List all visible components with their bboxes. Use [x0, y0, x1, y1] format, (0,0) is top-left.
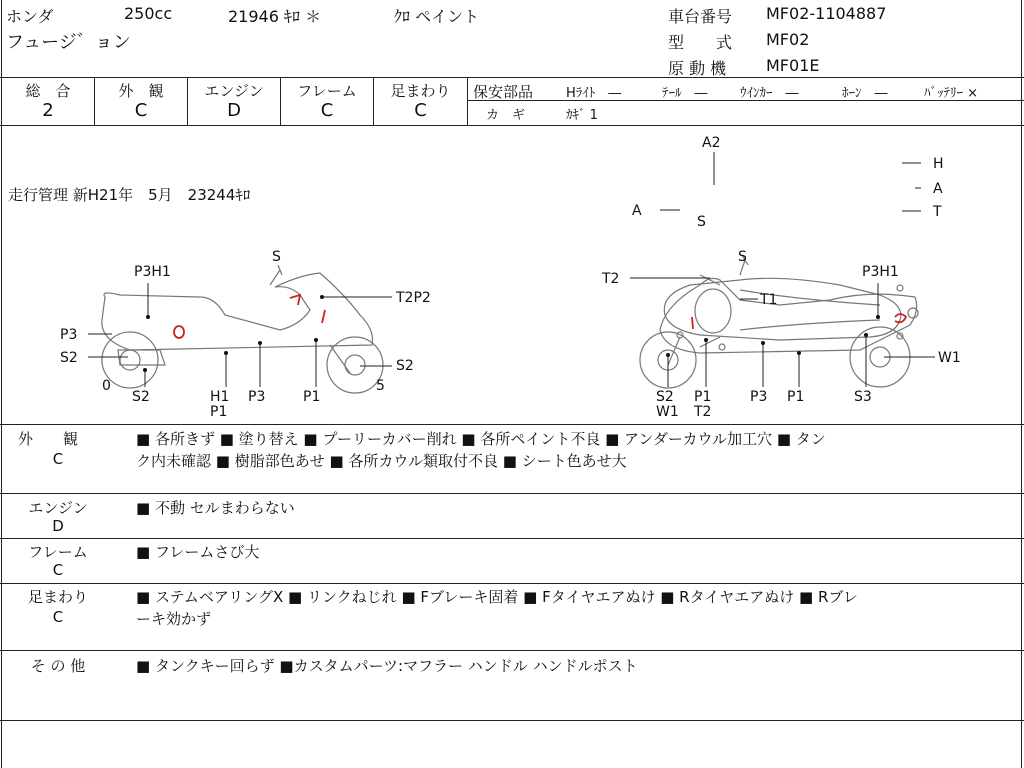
label-top-A: A — [933, 181, 943, 197]
damage-mark-left-1 — [174, 326, 184, 338]
section-suspension-line-1: ■ ステムベアリングX ■ リンクねじれ ■ Fブレーキ固着 ■ Fタイヤエアぬけ ■ Rタイヤエアぬけ ■ Rブレ — [136, 588, 858, 606]
rule-engine-bottom — [0, 538, 1024, 539]
rule-other-bottom — [0, 720, 1024, 721]
label-left-P3: P3 — [60, 327, 78, 343]
label-top-A-left: A — [632, 203, 642, 219]
rule-frame-bottom — [0, 583, 1024, 584]
label-top-S: S — [697, 214, 706, 230]
grade-value-suspension: C — [414, 100, 427, 121]
rule-suspension-bottom — [0, 650, 1024, 651]
label-right-T1: T1 — [760, 292, 778, 308]
label-top-H: H — [933, 156, 944, 172]
label-left-S: S — [272, 249, 281, 265]
label-right-W1-sub: W1 — [656, 404, 679, 420]
key-value: ｶｷﾞ 1 — [566, 108, 598, 123]
grade-label-engine: エンジン — [204, 82, 264, 100]
mileage: 21946 ｷﾛ ＊ — [228, 7, 322, 26]
label-left-0: 0 — [102, 378, 111, 394]
label-right-P3: P3 — [750, 389, 768, 405]
rule-g5 — [467, 77, 468, 125]
label-top-T: T — [933, 204, 942, 220]
label-left-S2-bottom: S2 — [132, 389, 150, 405]
label-right-W1: W1 — [938, 350, 961, 366]
section-exterior-line-1: ■ 各所きず ■ 塗り替え ■ プーリーカバー削れ ■ 各所ペイント不良 ■ アンダーカウル加工穴 ■ タン — [136, 430, 826, 448]
engine-label: 原 動 機 — [668, 59, 727, 78]
model-label: 型 式 — [668, 33, 733, 52]
grade-value-exterior: C — [134, 100, 148, 121]
label-left-P3-bottom: P3 — [248, 389, 266, 405]
label-left-P3H1: P3H1 — [134, 264, 171, 280]
damage-mark-right-1 — [692, 317, 693, 329]
safety-horn: ﾎｰﾝ ― — [842, 86, 888, 101]
section-exterior-line-2: ク内未確認 ■ 樹脂部色あせ ■ 各所カウル類取付不良 ■ シート色あせ大 — [136, 452, 627, 470]
label-right-P1-2: P1 — [787, 389, 805, 405]
label-right-S3: S3 — [854, 389, 872, 405]
safety-winker: ｳｲﾝｶｰ ― — [740, 86, 799, 101]
chassis-value: MF02-1104887 — [766, 4, 887, 23]
grade-label-overall: 総 合 — [25, 82, 71, 100]
grade-value-overall: 2 — [42, 100, 54, 121]
section-grade-exterior: C — [52, 450, 64, 468]
grade-label-suspension: 足まわり — [390, 82, 451, 100]
grade-label-frame: フレーム — [297, 82, 357, 100]
label-left-P1: P1 — [303, 389, 321, 405]
section-label-engine: エンジン — [28, 499, 88, 517]
label-right-S: S — [738, 249, 747, 265]
safety-title: 保安部品 — [473, 83, 534, 101]
section-label-other: そ の 他 — [30, 657, 86, 675]
grade-label-exterior: 外 観 — [118, 82, 164, 100]
label-left-S2-rear: S2 — [396, 358, 414, 374]
label-right-S2: S2 — [656, 389, 674, 405]
label-right-P3H1: P3H1 — [862, 264, 899, 280]
safety-battery: ﾊﾞｯﾃﾘｰ × — [924, 86, 979, 101]
model-value: MF02 — [766, 30, 810, 49]
damage-diagram — [0, 125, 1024, 425]
section-label-exterior: 外 観 — [17, 430, 78, 448]
label-left-H1: H1 — [210, 389, 230, 405]
label-top-A2: A2 — [702, 135, 721, 151]
section-label-frame: フレーム — [28, 543, 88, 561]
model-name: フュージ゛ョン — [6, 32, 131, 53]
label-left-5: 5 — [376, 378, 385, 394]
maker: ホンダ — [6, 7, 54, 26]
rule-exterior-bottom — [0, 493, 1024, 494]
section-grade-frame: C — [52, 561, 64, 579]
damage-mark-left-3 — [322, 310, 325, 323]
section-other-line-1: ■ タンクキー回らず ■カスタムパーツ:マフラー ハンドル ハンドルポスト — [136, 657, 638, 675]
label-left-S2: S2 — [60, 350, 78, 366]
key-label: カ ギ — [486, 108, 526, 123]
label-right-P1: P1 — [694, 389, 712, 405]
odometer-note: 走行管理 新H21年 5月 23244ｷﾛ — [8, 186, 251, 204]
chassis-label: 車台番号 — [668, 7, 733, 26]
safety-headlight: Hﾗｲﾄ ― — [566, 86, 622, 101]
left-side-scooter — [102, 265, 383, 393]
section-suspension-line-2: ーキ効かず — [136, 610, 212, 628]
rule-header-bottom — [0, 77, 1024, 78]
displacement: 250cc — [124, 4, 173, 23]
grade-value-frame: C — [320, 100, 334, 121]
color: ｸﾛ ペイント — [394, 7, 480, 26]
label-right-T2-sub: T2 — [694, 404, 712, 420]
section-grade-suspension: C — [52, 608, 64, 626]
engine-value: MF01E — [766, 56, 820, 75]
grade-value-engine: D — [227, 100, 241, 121]
label-left-T2P2: T2P2 — [396, 290, 431, 306]
section-engine-line-1: ■ 不動 セルまわらない — [136, 499, 295, 517]
section-grade-engine: D — [52, 517, 64, 535]
safety-taillight: ﾃｰﾙ ― — [662, 86, 708, 101]
label-right-T2: T2 — [602, 271, 620, 287]
damage-mark-left-2 — [290, 295, 300, 305]
section-frame-line-1: ■ フレームさび大 — [136, 543, 260, 561]
top-view-scooter — [664, 275, 918, 350]
label-left-P1-sub: P1 — [210, 404, 228, 420]
section-label-suspension: 足まわり — [27, 588, 88, 606]
